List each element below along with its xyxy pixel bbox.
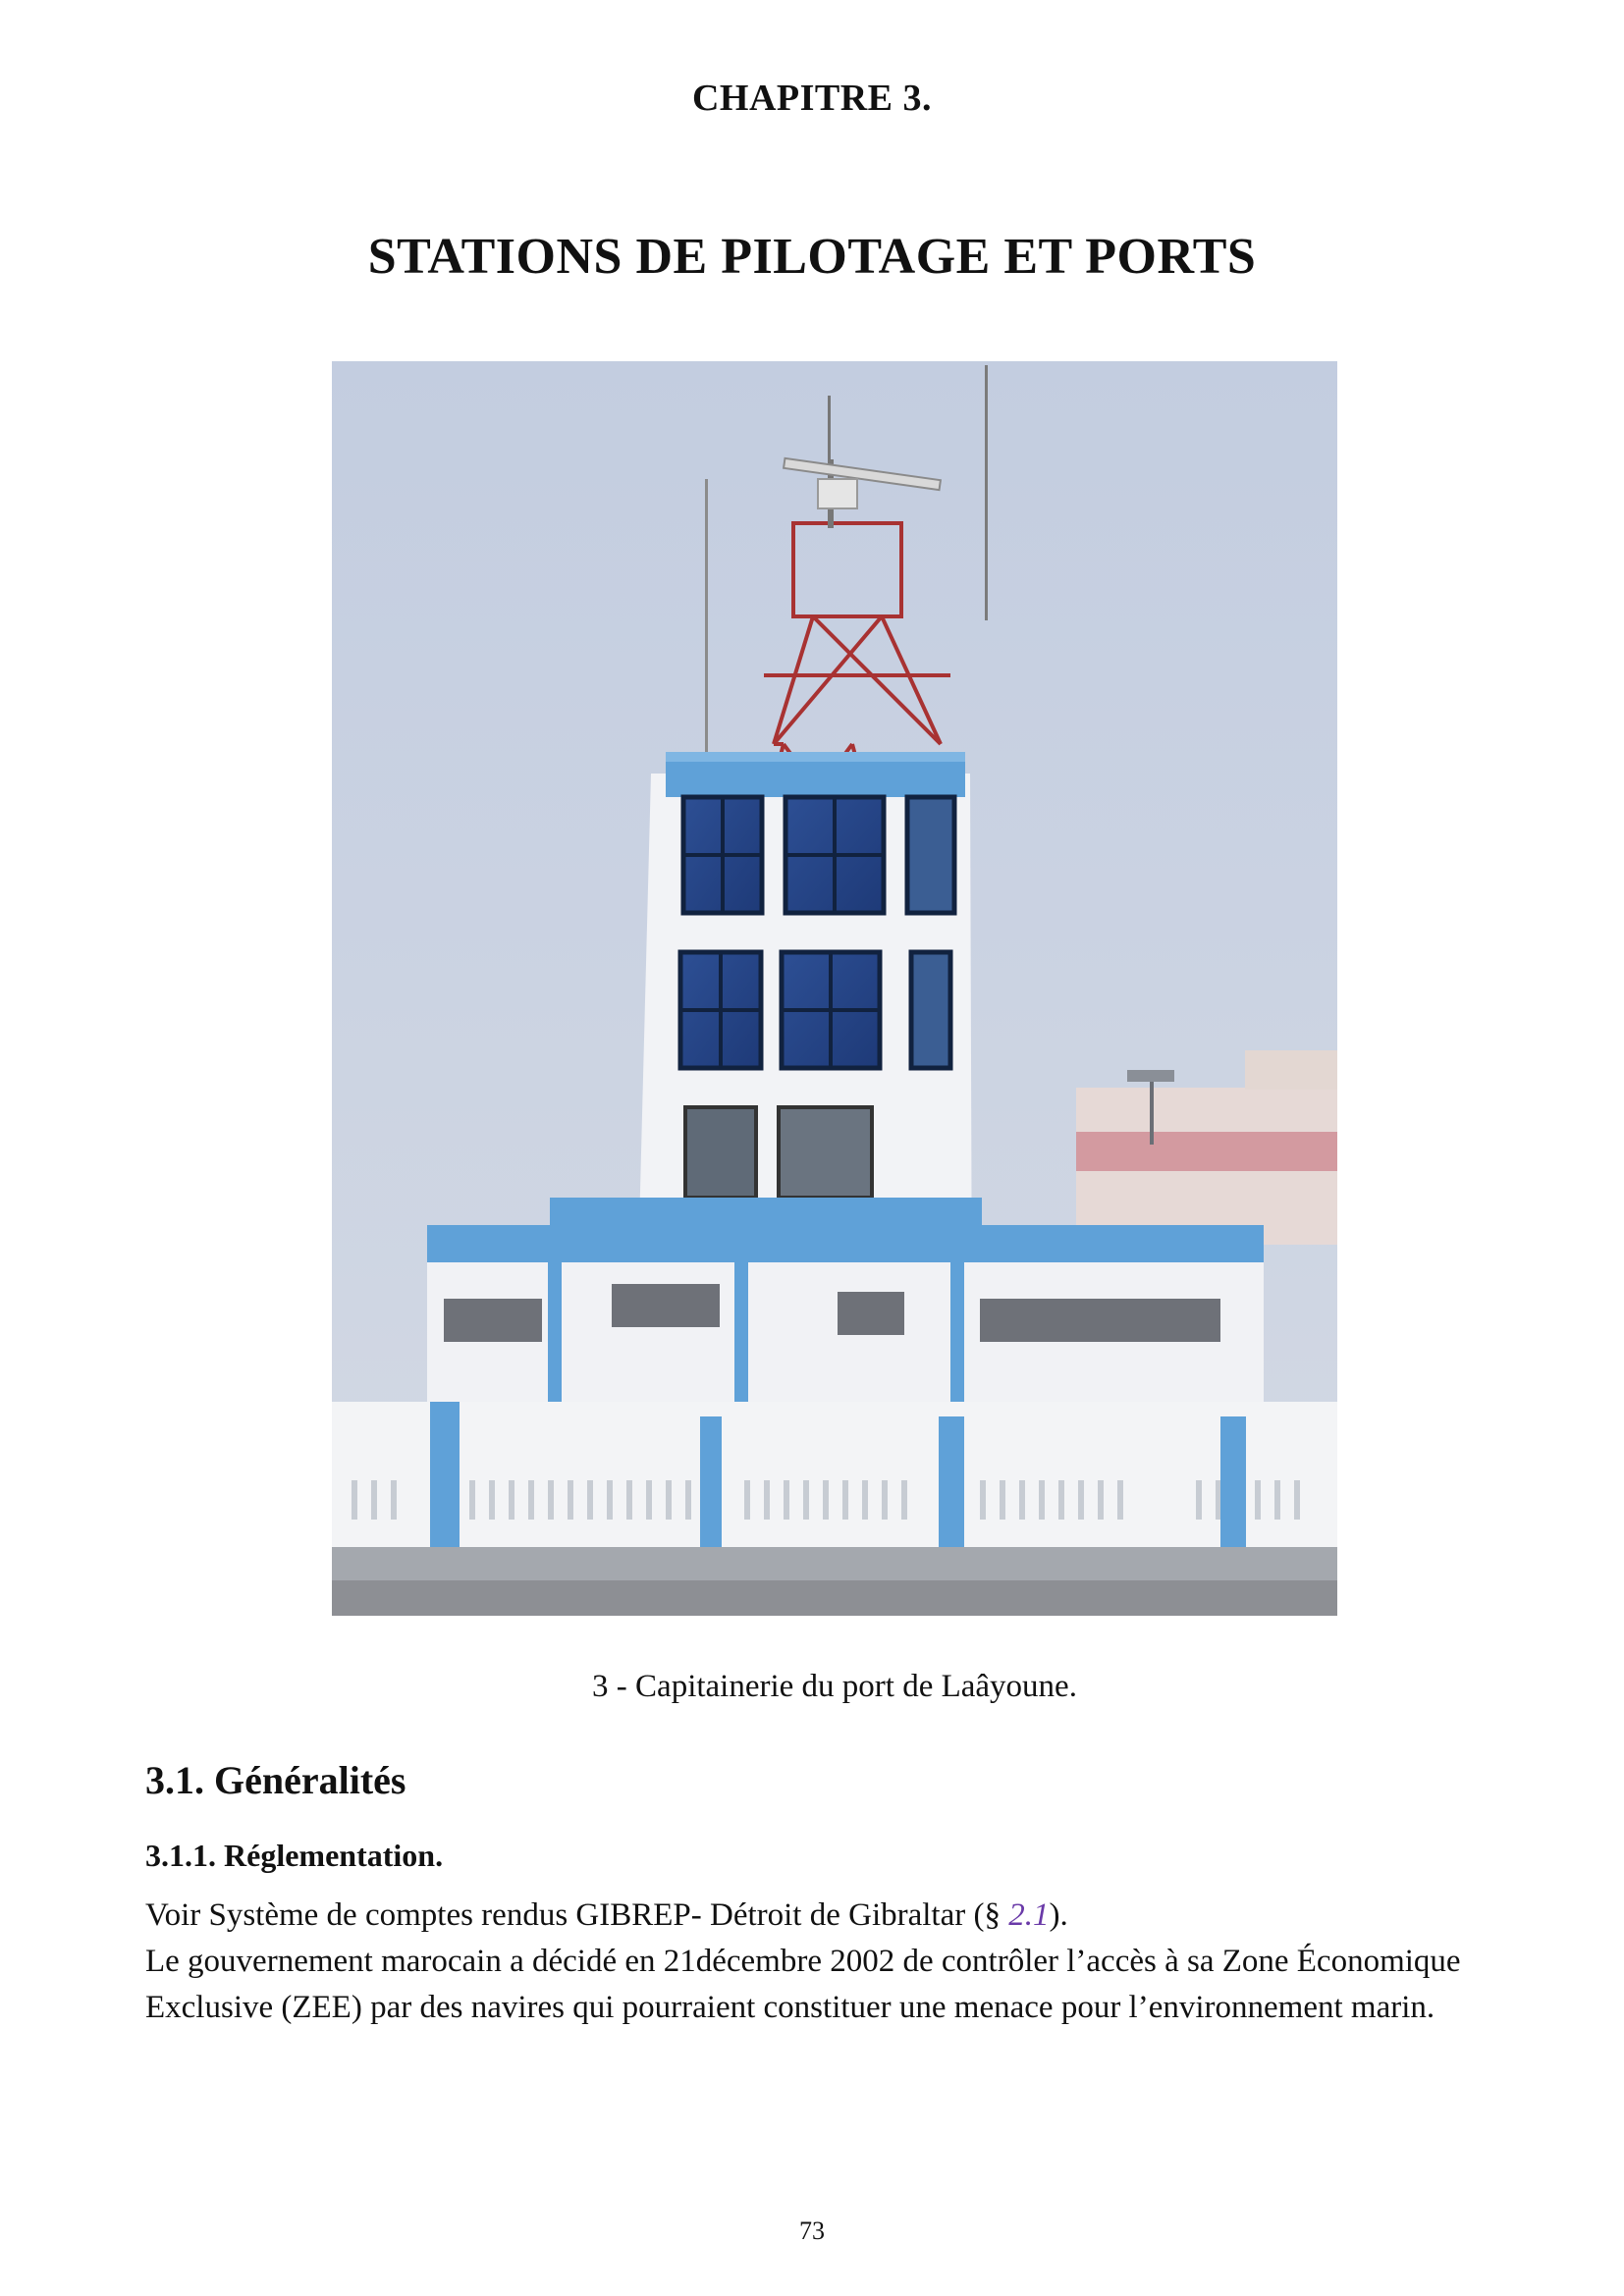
harbour-master-tower-photo [332,361,1337,1616]
section-heading: 3.1. Généralités [145,1758,406,1802]
page-title: STATIONS DE PILOTAGE ET PORTS [367,229,1257,285]
section-cross-reference-link[interactable]: 2.1 [1008,1897,1050,1933]
subsection-heading: 3.1.1. Réglementation. [145,1838,444,1873]
reference-line [145,1893,1500,1939]
page-number: 73 [799,2216,825,2245]
reference-line-text: Voir Système de comptes rendus GIBREP- Détroit de Gibraltar (§ [145,1897,1009,1933]
body-text [145,1893,1500,2031]
figure-caption: 3 - Capitainerie du port de Laâyoune. [592,1669,1077,1704]
reference-line-end: ). [1049,1897,1068,1933]
chapter-label: CHAPITRE 3. [691,78,933,119]
body-paragraph: Le gouvernement marocain a décidé en 21décembre 2002 de contrôler l’accès à sa Zone Économique Exclusive (ZEE) par des navires qui pourraient constituer une menace pour l’environnement marin. [145,1944,1461,2025]
